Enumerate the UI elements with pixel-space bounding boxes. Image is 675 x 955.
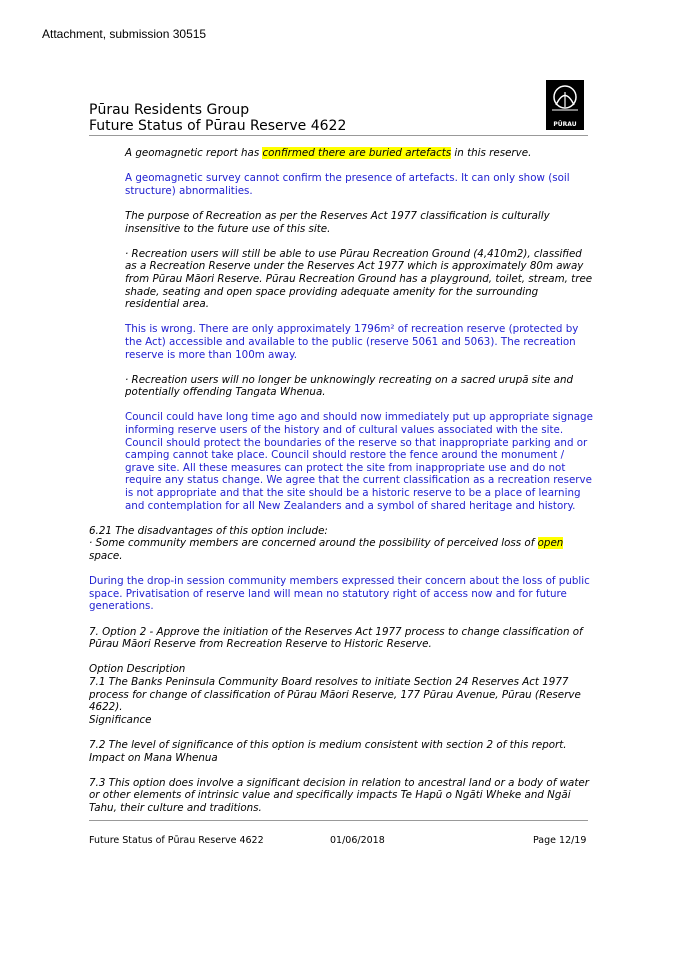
paragraph: · Recreation users will no longer be unknowingly recreating on a sacred urupā site and potentially offending Tangata Whenua. (125, 373, 574, 399)
header-divider (89, 135, 588, 136)
purau-logo (546, 80, 584, 130)
paragraph: Council could have long time ago and should now immediately put up appropriate signage informing reserve users of the history and of cultural values associated with the site. Council should protect the boundaries of the reserve so that inappropriate parking and or camping cannot take place. Council should restore the fence around the monument / grave site. All these measures can protect the site from inappropriate use and do not require any status change. We agree that the current classification as a recreation reserve is not appropriate and that the site should be a historic reserve to be a place of learning and contemplation for all New Zealanders and a symbol of shared heritage and history. (125, 411, 593, 512)
header-org: Pūrau Residents Group (89, 102, 250, 118)
document-body (89, 147, 594, 827)
paragraph: Option Description 7.1 The Banks Peninsula Community Board resolves to initiate Section 24 Reserves Act 1977 process for change of classification of Pūrau Māori Reserve, 177 Pūrau Avenue, Pūrau (Reserve 4622). Significance (89, 663, 581, 726)
paragraph: 7.2 The level of significance of this option is medium consistent with section 2 of this report. Impact on Mana Whenua (89, 738, 567, 764)
header-title: Future Status of Pūrau Reserve 4622 (89, 118, 347, 134)
highlight: confirmed there are buried artefacts (262, 147, 452, 159)
paragraph: This is wrong. There are only approximately 1796m² of recreation reserve (protected by the Act) accessible and available to the public (reserve 5061 and 5063). The recreation reserve is more than 100m away. (125, 323, 579, 361)
highlight: open (537, 537, 564, 550)
document-header (89, 102, 346, 134)
logo-text: PŪRAU (553, 121, 577, 128)
paragraph: 7. Option 2 - Approve the initiation of the Reserves Act 1977 process to change classification of Pūrau Māori Reserve from Recreation Reserve to Historic Reserve. (89, 625, 583, 651)
paragraph: During the drop-in session community members expressed their concern about the loss of public space. Privatisation of reserve land will mean no statutory right of access now and for future generations. (89, 575, 590, 613)
footer-divider (89, 820, 588, 821)
paragraph: The purpose of Recreation as per the Reserves Act 1977 classification is culturally insensitive to the future use of this site. (125, 209, 550, 235)
paragraph: 7.3 This option does involve a significant decision in relation to ancestral land or a body of water or other elements of intrinsic value and specifically impacts Te Hapū o Ngāti Wheke and Ngāi Tahu, their culture and traditions. (89, 776, 589, 814)
logo-emblem-icon (546, 80, 584, 120)
footer-page: Page 12/19 (533, 835, 587, 846)
paragraph: A geomagnetic report has confirmed there are buried artefacts in this reserve. (125, 147, 532, 159)
attachment-label: Attachment, submission 30515 (42, 27, 207, 41)
footer-date: 01/06/2018 (330, 835, 385, 846)
paragraph: A geomagnetic survey cannot confirm the presence of artefacts. It can only show (soil structure) abnormalities. (125, 172, 570, 197)
paragraph: · Recreation users will still be able to use Pūrau Recreation Ground (4,410m2), classified as a Recreation Reserve under the Reserves Act 1977 which is approximately 80m away from Pūrau Māori Reserve. Pūrau Recreation Ground has a playground, toilet, stream, tree shade, seating and open space providing adequate amenity for the surrounding residential area. (125, 247, 593, 311)
paragraph: 6.21 The disadvantages of this option include: · Some community members are concerned around the possibility of perceived loss of open space. (89, 524, 564, 562)
footer-title: Future Status of Pūrau Reserve 4622 (89, 835, 264, 846)
